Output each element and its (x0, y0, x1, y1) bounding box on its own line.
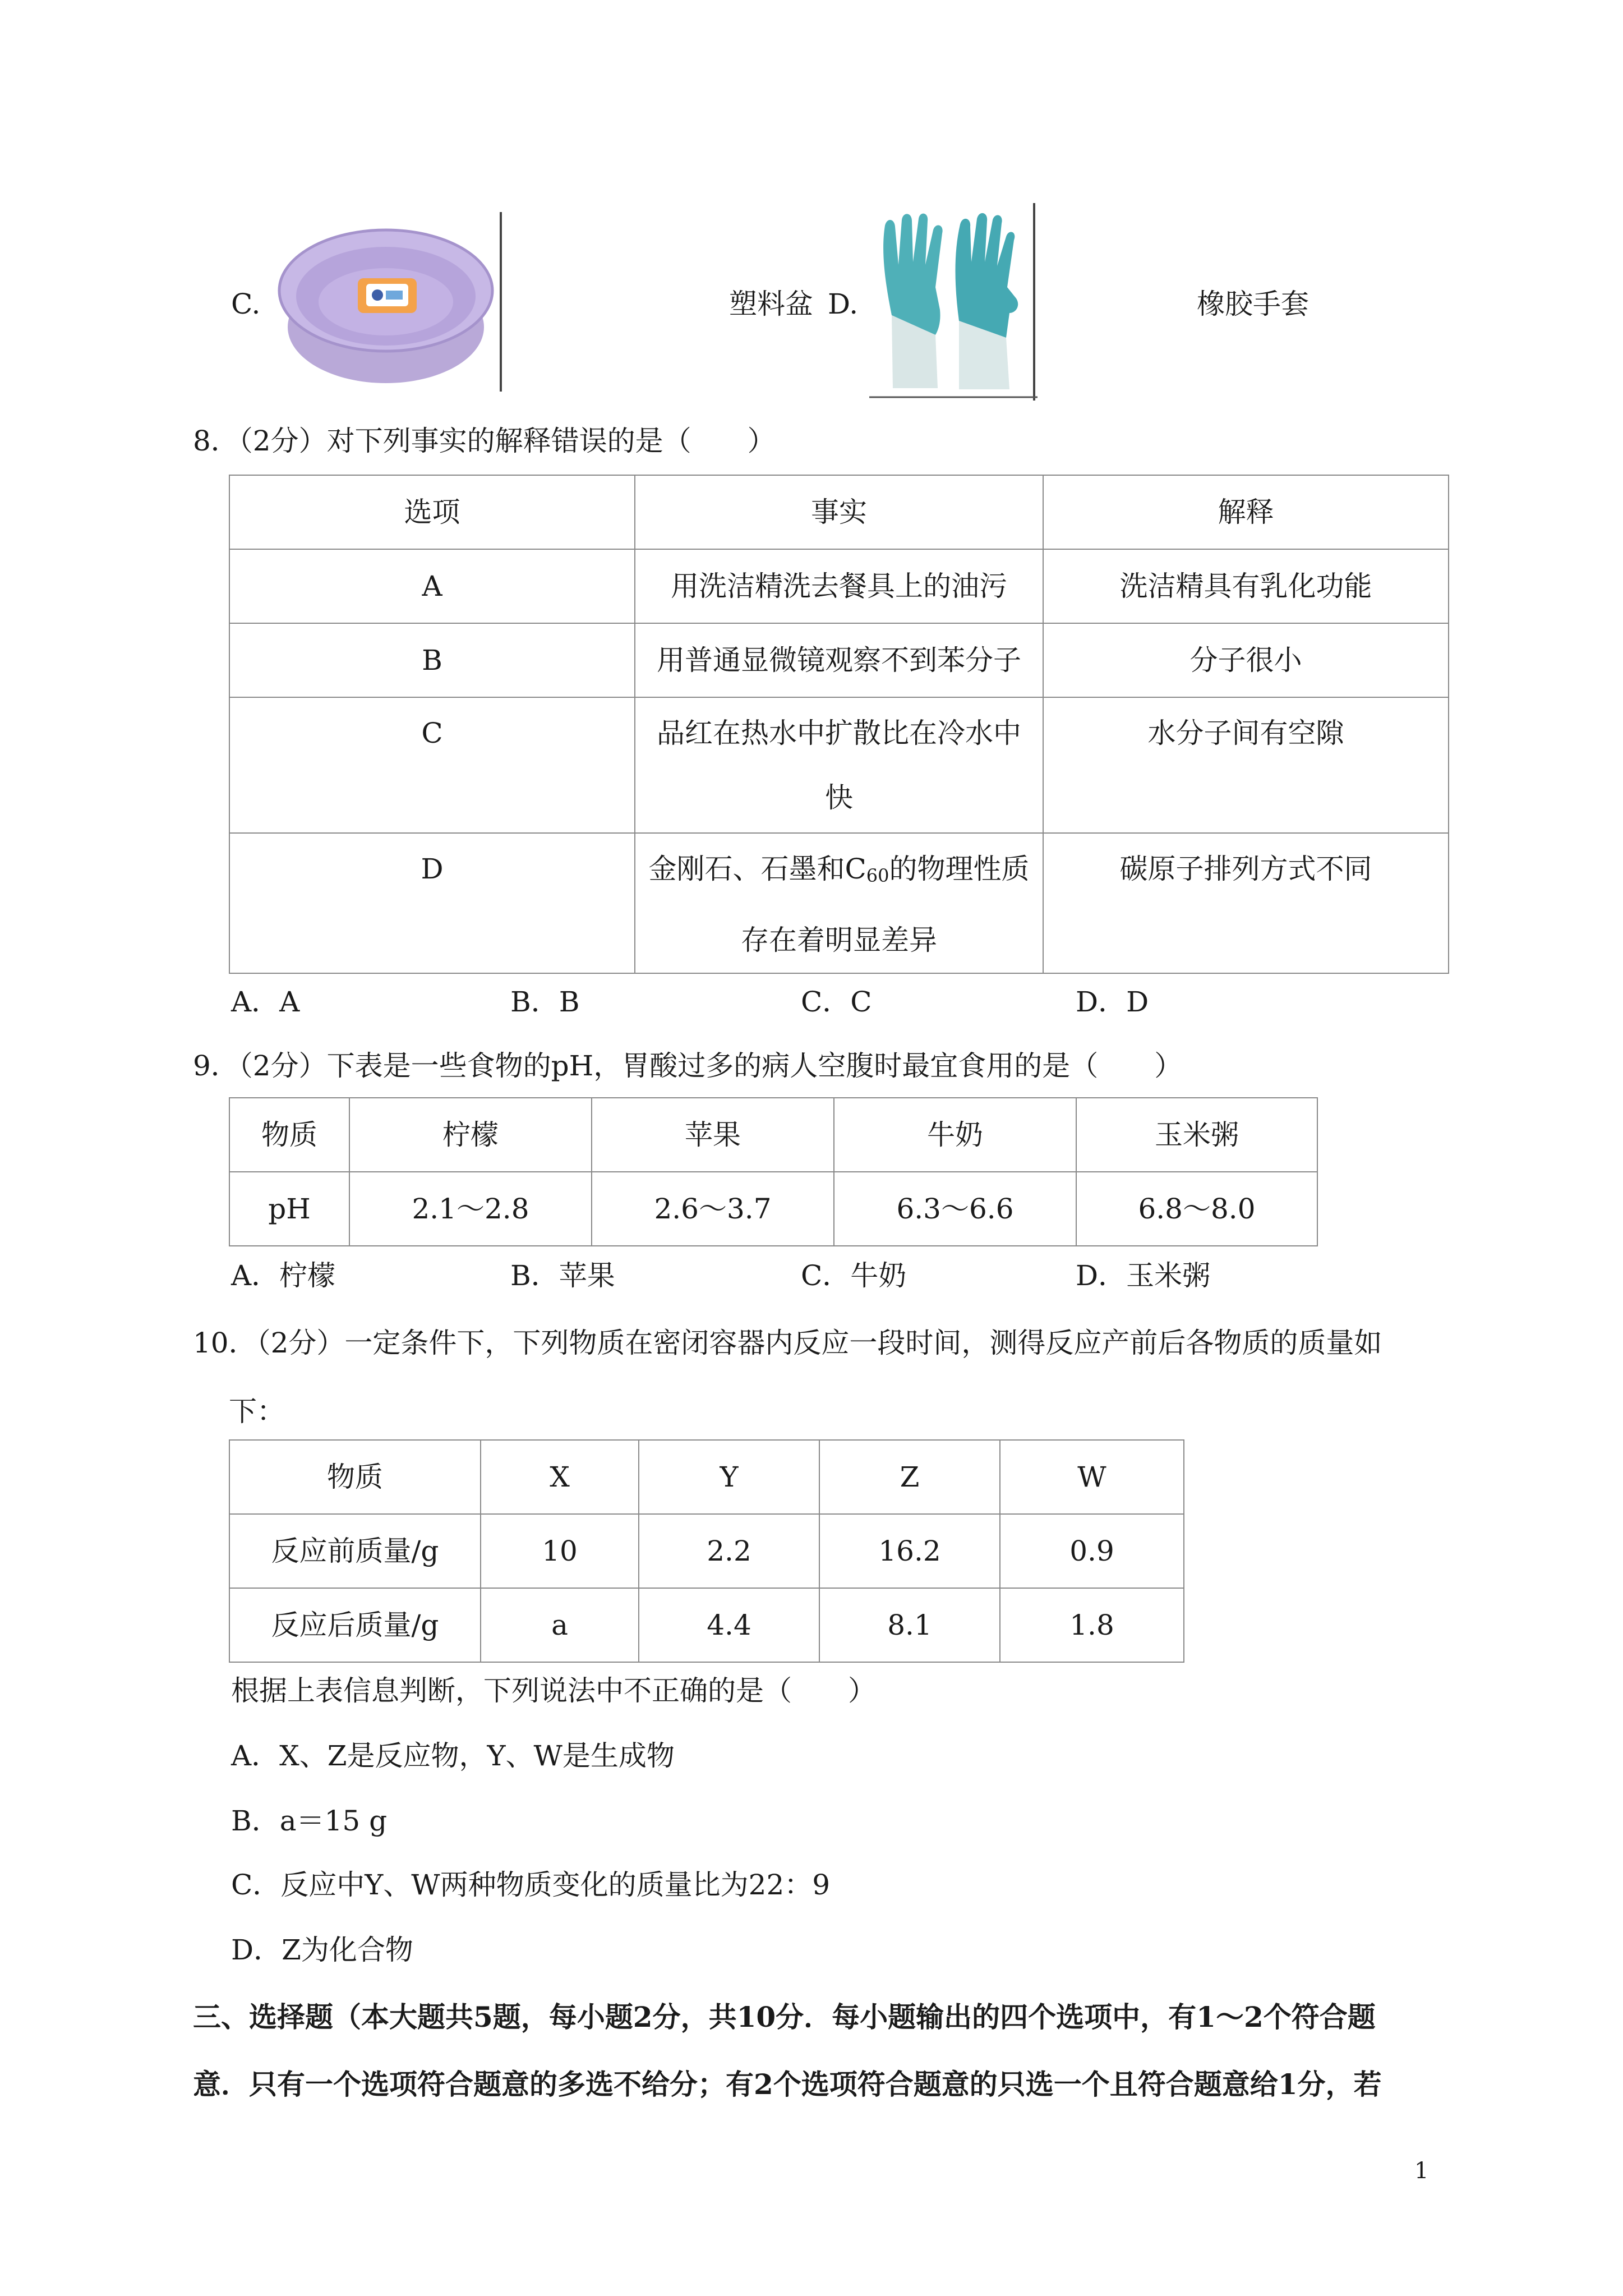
choice-d: D．玉米粥 (1076, 1259, 1211, 1292)
table-cell: 8.1 (819, 1588, 1000, 1662)
table-cell: X (481, 1440, 639, 1514)
table-cell: D (229, 833, 635, 973)
table-cell: C (229, 697, 635, 833)
table-cell-multiline (635, 833, 1043, 973)
table-header: 选项 (229, 475, 635, 549)
question-9-stem: 9．（2分）下表是一些食物的pH，胃酸过多的病人空腹时最宜食用的是（ ） (193, 1050, 1183, 1082)
section-3-heading-line1: 三、选择题（本大题共5题，每小题2分，共10分．每小题输出的四个选项中，有1～2个符合题 (193, 2000, 1376, 2033)
table-cell: 苹果 (592, 1098, 834, 1172)
table-cell: 玉米粥 (1076, 1098, 1317, 1172)
choice-a: A．A (231, 986, 300, 1018)
table-cell: 10 (481, 1514, 639, 1588)
table-cell: 2.6～3.7 (592, 1172, 834, 1246)
table-cell: 柠檬 (349, 1098, 592, 1172)
rubber-gloves-image (869, 203, 1038, 401)
table-cell: 洗洁精具有乳化功能 (1043, 549, 1449, 623)
option-c-label: C. (231, 288, 261, 320)
fact-text: 的物理性质 (889, 853, 1030, 885)
table-cell: 反应前质量/g (229, 1514, 481, 1588)
table-cell: 6.3～6.6 (834, 1172, 1076, 1246)
page-number: 1 (1414, 2158, 1429, 2184)
table-header: 解释 (1043, 475, 1449, 549)
fact-line (635, 837, 1043, 908)
fact-line: 品红在热水中扩散比在冷水中 (657, 717, 1021, 749)
choice-c: C．牛奶 (801, 1259, 907, 1292)
table-header: 事实 (635, 475, 1043, 549)
choice-a: A．柠檬 (231, 1259, 336, 1292)
table-cell: 0.9 (1000, 1514, 1184, 1588)
table-cell: 物质 (229, 1440, 481, 1514)
table-cell-multiline (635, 697, 1043, 833)
table-cell: 反应后质量/g (229, 1588, 481, 1662)
choice-c: C．C (801, 986, 872, 1018)
plastic-basin-image (274, 212, 504, 392)
table-cell: 16.2 (819, 1514, 1000, 1588)
option-c-caption: 塑料盆 (729, 288, 813, 320)
question-8-stem: 8．（2分）对下列事实的解释错误的是（ ） (193, 425, 776, 457)
table-cell: 碳原子排列方式不同 (1043, 833, 1449, 973)
table-cell: 用普通显微镜观察不到苯分子 (635, 623, 1043, 697)
choice-d: D．D (1076, 986, 1149, 1018)
choice-b: B．B (510, 986, 580, 1018)
option-d-label: D. (828, 288, 859, 320)
table-cell: 牛奶 (834, 1098, 1076, 1172)
question-10-table (229, 1439, 1184, 1663)
table-cell: 6.8～8.0 (1076, 1172, 1317, 1246)
table-cell: 2.1～2.8 (349, 1172, 592, 1246)
table-cell: 物质 (229, 1098, 349, 1172)
table-cell: a (481, 1588, 639, 1662)
subscript: 60 (866, 865, 889, 886)
table-cell: 用洗洁精洗去餐具上的油污 (635, 549, 1043, 623)
question-9-table (229, 1097, 1318, 1246)
fact-line: 快 (825, 781, 853, 814)
table-cell: A (229, 549, 635, 623)
table-cell: W (1000, 1440, 1184, 1514)
option-d-caption: 橡胶手套 (1197, 288, 1309, 320)
choice-b: B．苹果 (510, 1259, 615, 1292)
fact-line: 存在着明显差异 (741, 924, 937, 956)
fact-text: 金刚石、石墨和C (648, 853, 866, 885)
table-cell: Y (639, 1440, 819, 1514)
table-cell: 4.4 (639, 1588, 819, 1662)
table-cell: 水分子间有空隙 (1043, 697, 1449, 833)
table-cell: Z (819, 1440, 1000, 1514)
table-cell: 1.8 (1000, 1588, 1184, 1662)
question-10-option-d: D．Z为化合物 (231, 1934, 413, 1966)
table-cell: 2.2 (639, 1514, 819, 1588)
question-10-option-c: C．反应中Y、W两种物质变化的质量比为22：9 (231, 1869, 831, 1901)
section-3-heading-line2: 意．只有一个选项符合题意的多选不给分；有2个选项符合题意的只选一个且符合题意给1分，若 (193, 2068, 1382, 2101)
question-10-stem-line1: 10．（2分）一定条件下，下列物质在密闭容器内反应一段时间，测得反应产前后各物质的质量如 (193, 1327, 1382, 1359)
question-10-option-b: B．a＝15 g (231, 1805, 388, 1837)
table-cell: pH (229, 1172, 349, 1246)
table-cell: B (229, 623, 635, 697)
question-10-stem-line2: 下： (229, 1395, 285, 1428)
question-10-option-a: A．X、Z是反应物，Y、W是生成物 (231, 1740, 675, 1772)
table-cell: 分子很小 (1043, 623, 1449, 697)
question-8-table (229, 475, 1449, 974)
question-10-question: 根据上表信息判断，下列说法中不正确的是（ ） (231, 1674, 876, 1707)
